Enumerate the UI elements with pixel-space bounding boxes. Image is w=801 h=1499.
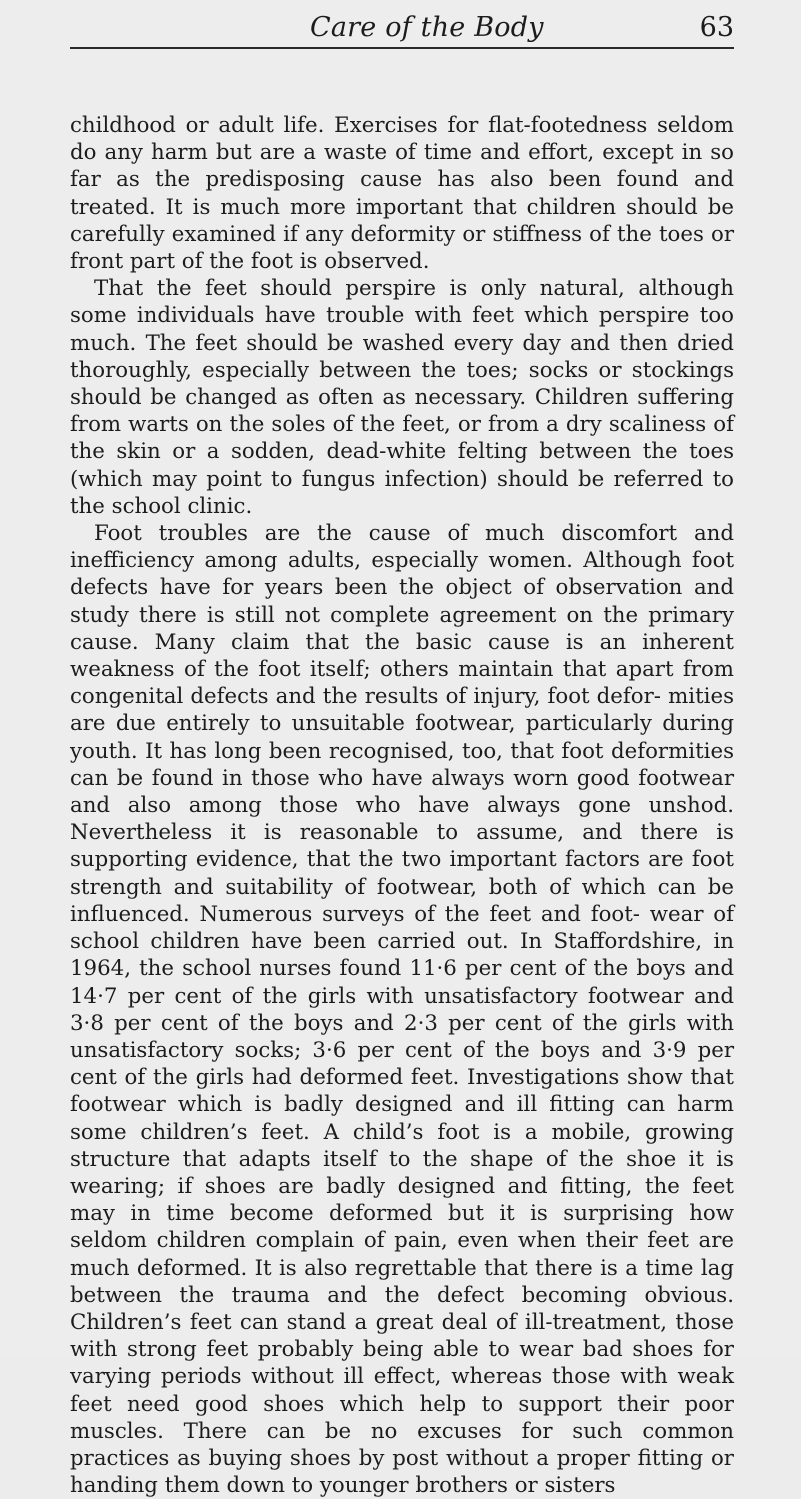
paragraph-feet-perspire: That the feet should perspire is only natural, although some individuals have trouble with feet which perspire too much. The feet should be washed every day and then dried thoroughly, especially between the toes; socks or stockings should be changed as often as necessary. Children suffering from warts on the soles of the feet, or from a dry scaliness of the skin or a sodden, dead-white felting between the toes (which may point to fungus infection) should be referred to the school clinic. <box>70 276 734 519</box>
running-title: Care of the Body <box>310 12 544 43</box>
page-number: 63 <box>699 12 734 43</box>
paragraph-foot-troubles: Foot troubles are the cause of much discomfort and inefficiency among adults, especially women. Although foot defects have for years been the object of observation and study there is still not complete agreement on the primary cause. Many claim that the basic cause is an inherent weakness of the foot itself; others maintain that apart from congenital defects and the results of injury, foot defor- mities are due entirely to unsuitable footwear, particularly during youth. It has long been recognised, too, that foot deformities can be found in those who have always worn good footwear and also among those who have always gone unshod. Nevertheless it is reasonable to assume, and there is supporting evidence, that the two important factors are foot strength and suitability of footwear, both of which can be influenced. Numerous surveys of the feet and foot- wear of school children have been carried out. In Staffordshire, in 1964, the school nurses found 11·6 per cent of the boys and 14·7 per cent of the girls with unsatisfactory footwear and 3·8 per cent of the boys and 2·3 per cent of the girls with unsatisfactory socks; 3·6 per cent of the boys and 3·9 per cent of the girls had deformed feet. Investigations show that footwear which is badly designed and ill fitting can harm some children’s feet. A child’s foot is a mobile, growing structure that adapts itself to the shape of the shoe it is wearing; if shoes are badly designed and fitting, the feet may in time become deformed but it is surprising how seldom children complain of pain, even when their feet are much deformed. It is also regrettable that there is a time lag between the trauma and the defect becoming obvious. Children’s feet can stand a great deal of ill-treatment, those with strong feet probably being able to wear bad shoes for varying periods without ill effect, whereas those with weak feet need good shoes which help to support their poor muscles. There can be no excuses for such common practices as buying shoes by post without a proper fitting or handing them down to younger brothers or sisters <box>70 521 734 1499</box>
header-rule <box>70 47 734 49</box>
running-head <box>70 10 734 50</box>
body-text <box>70 112 734 1499</box>
paragraph-continued: childhood or adult life. Exercises for flat-footedness seldom do any harm but are a waste of time and effort, except in so far as the predisposing cause has also been found and treated. It is much more important that children should be carefully examined if any deformity or stiffness of the toes or front part of the foot is observed. <box>70 113 734 275</box>
